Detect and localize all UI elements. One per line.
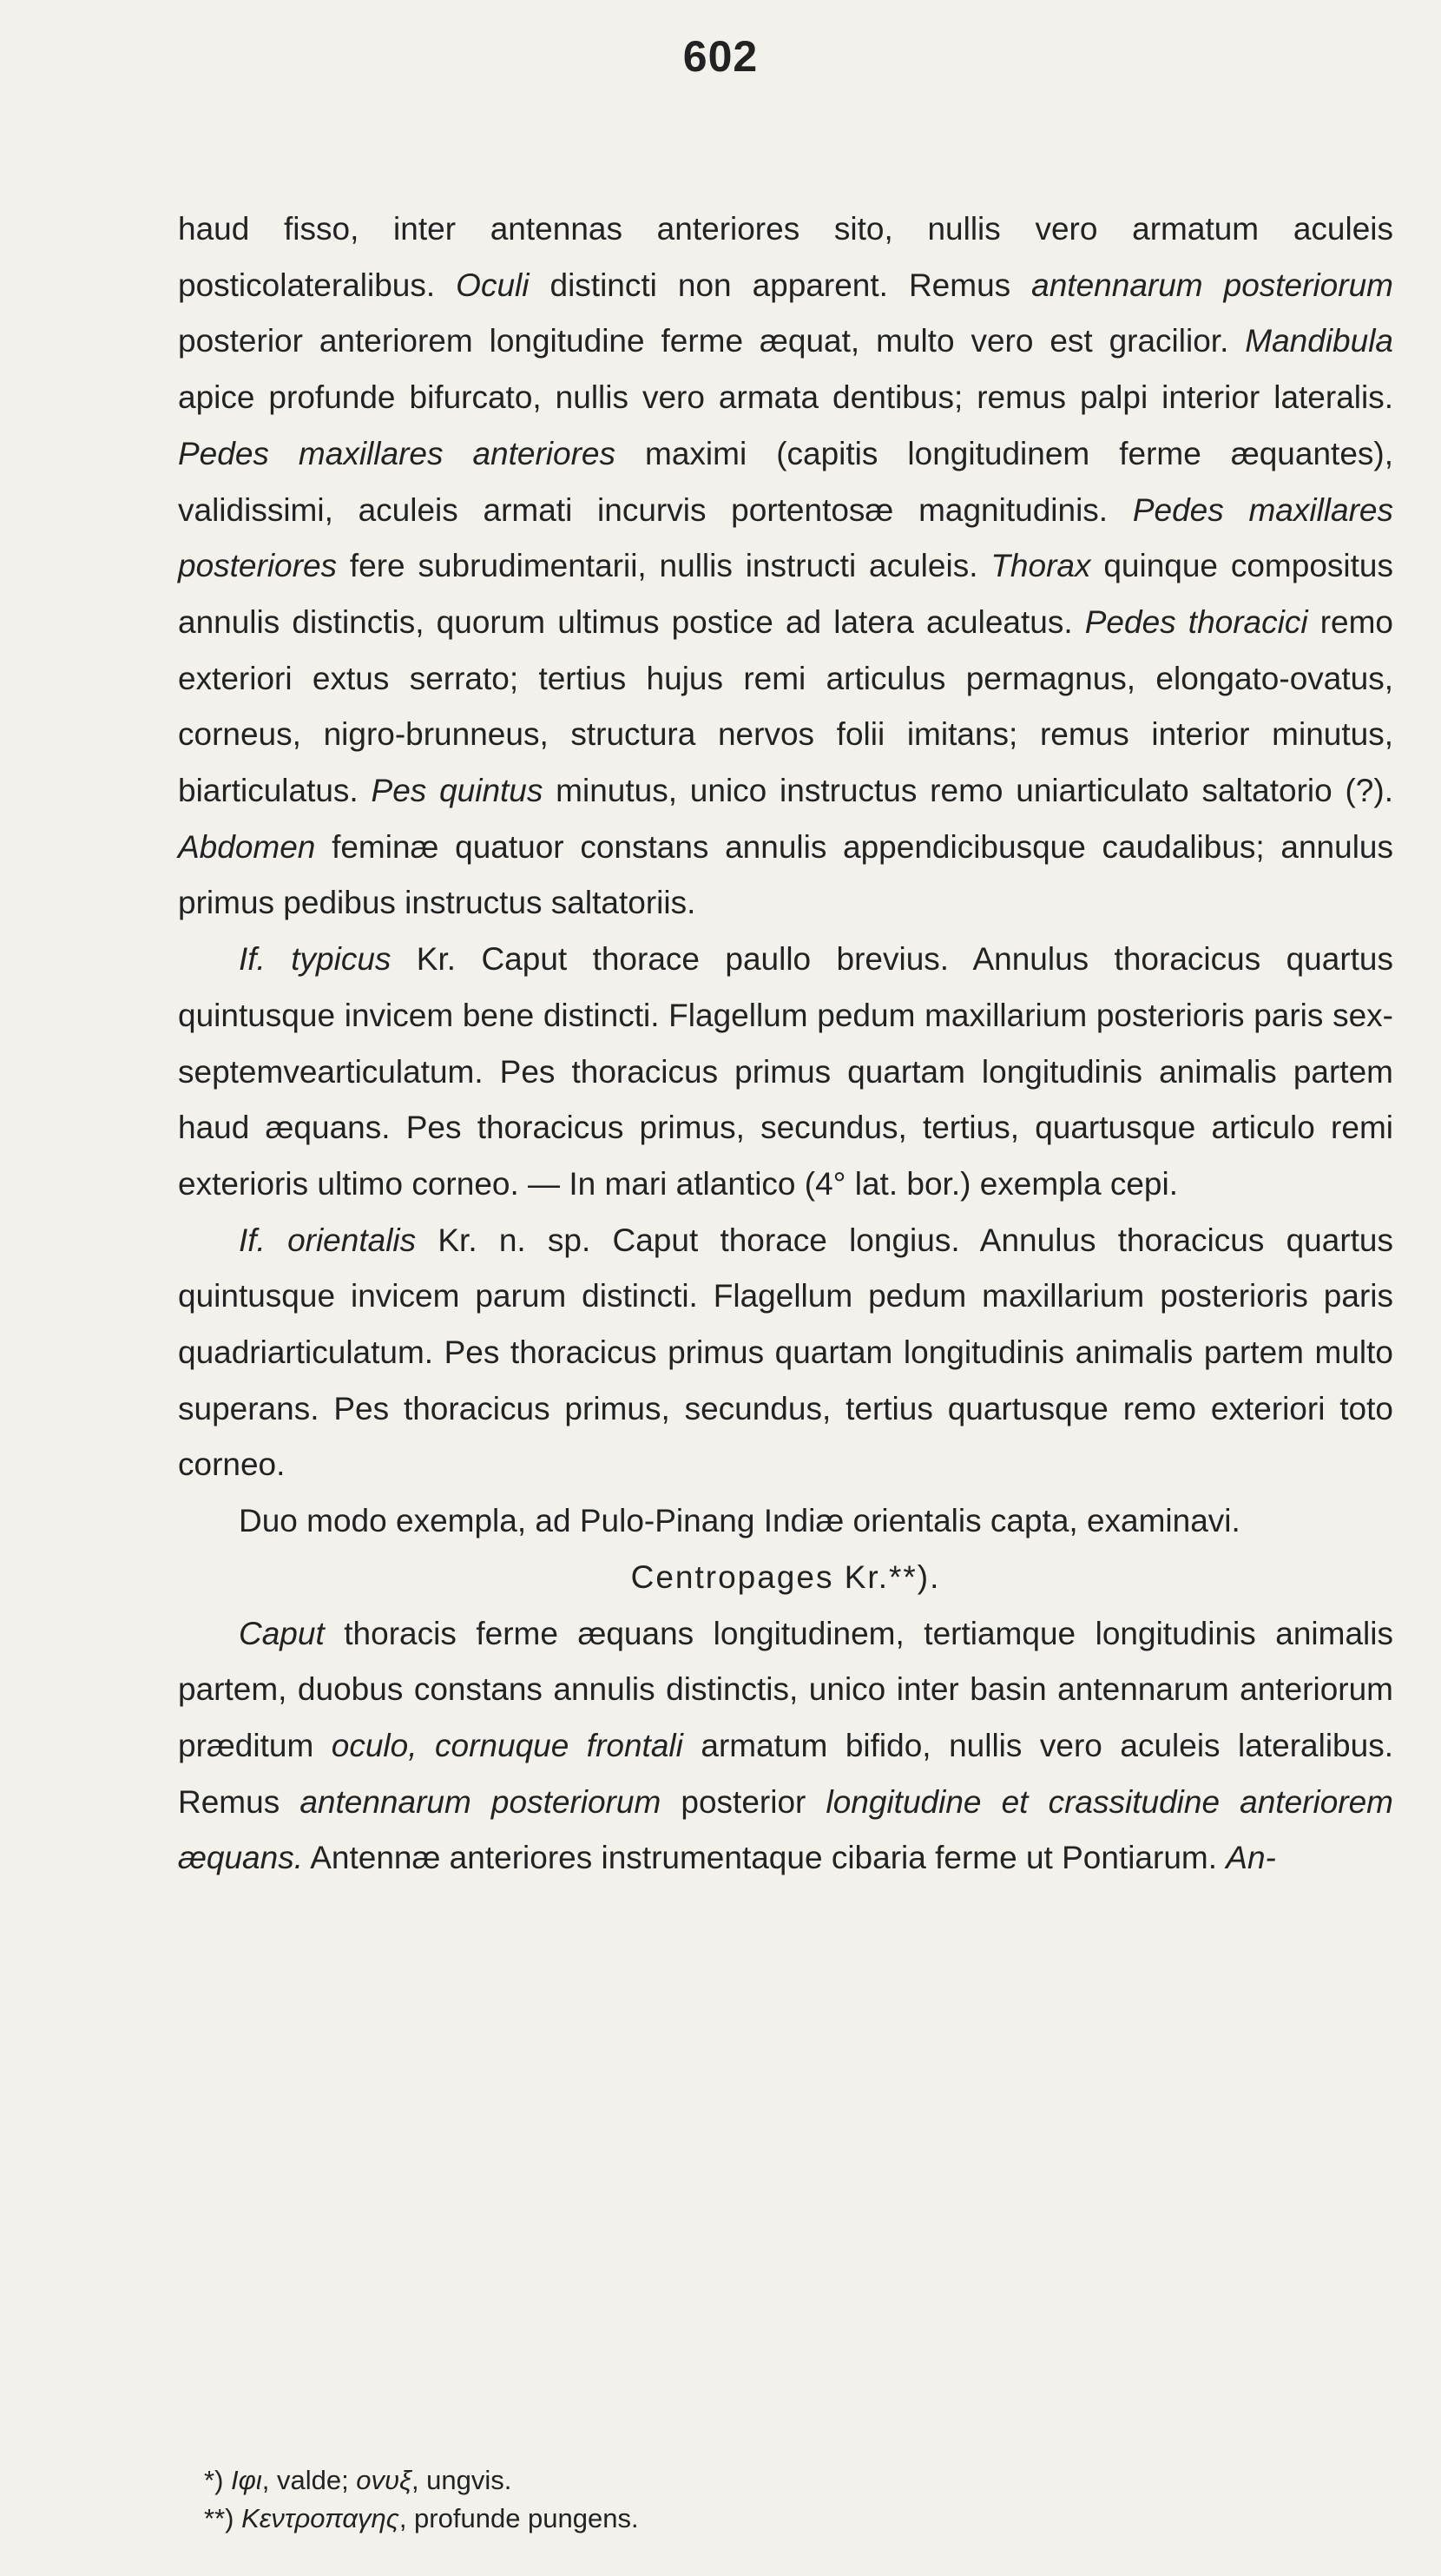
text-run: Duo modo exempla, ad Pulo-Pinang Indiæ orientalis capta, examinavi. bbox=[239, 1503, 1240, 1539]
text-run: , profunde pungens. bbox=[398, 2503, 639, 2533]
text-run: quinque compositus annulis distinctis, quorum ultimus postice ad latera aculeatus. bbox=[178, 548, 1393, 640]
footnote bbox=[178, 2461, 1393, 2500]
paragraph bbox=[178, 201, 1393, 932]
text-run: minutus, unico instructus remo uniarticulato saltatorio (?). bbox=[543, 773, 1393, 809]
italic-text: antennarum posteriorum bbox=[1031, 267, 1393, 303]
page-number: 602 bbox=[682, 32, 759, 81]
italic-text: Pedes maxillares anteriores bbox=[178, 435, 616, 471]
text-run: Kr. n. sp. Caput thorace longius. Annulus thoracicus quartus quintusque invicem parum distincti. Flagellum pedum maxillarium posterioris paris quadriarticulatum. Pes thoracicus primus quartam longitudinis animalis partem multo superans. Pes thoracicus primus, secundus, tertius quartusque remo exteriori toto corneo. bbox=[178, 1222, 1393, 1483]
text-run: *) bbox=[204, 2465, 231, 2495]
italic-text: Caput bbox=[239, 1615, 325, 1651]
text-run: thoracis ferme æquans longitudinem, tertiamque longitudinis animalis partem, duobus constans annulis distinctis, unico inter basin antennarum anteriorum præditum bbox=[178, 1615, 1393, 1763]
text-run: feminæ quatuor constans annulis appendicibusque caudalibus; annulus primus pedibus instructus saltatoriis. bbox=[178, 828, 1393, 921]
italic-text: Oculi bbox=[456, 267, 530, 303]
italic-text: Pedes thoracici bbox=[1084, 603, 1308, 640]
text-run: posterior anteriorem longitudine ferme æquat, multo vero est gracilior. bbox=[178, 323, 1246, 359]
italic-text: Pes quintus bbox=[371, 773, 543, 809]
text-run: Kr. Caput thorace paullo brevius. Annulus thoracicus quartus quintusque invicem bene distincti. Flagellum pedum maxillarium posterioris paris sex-septemvearticulatum. Pes thoracicus primus quartam longitudinis animalis partem haud æquans. Pes thoracicus primus, secundus, tertius, quartusque articulo remi exterioris ultimo corneo. — In mari atlantico (4° lat. bor.) exempla cepi. bbox=[178, 941, 1394, 1202]
text-run: armatum bifido, nullis vero aculeis lateralibus. Remus bbox=[178, 1727, 1393, 1820]
italic-text: antennarum posteriorum bbox=[299, 1783, 661, 1820]
footnote bbox=[178, 2500, 1393, 2538]
italic-text: Pedes maxillares posteriores bbox=[178, 491, 1393, 584]
italic-text: oculo, cornuque frontali bbox=[331, 1727, 683, 1763]
text-run: , ungvis. bbox=[411, 2465, 512, 2495]
italic-text: Mandibula bbox=[1245, 323, 1393, 359]
text-run: remo exteriori extus serrato; tertius hujus remi articulus permagnus, elongato-ovatus, corneus, nigro-brunneus, structura nervos folii imitans; remus interior minutus, biarticulatus. bbox=[178, 603, 1394, 809]
section-heading bbox=[178, 1550, 1393, 1606]
paragraph bbox=[178, 932, 1393, 1213]
text-run: apice profunde bifurcato, nullis vero armata dentibus; remus palpi interior lateralis. bbox=[178, 379, 1393, 416]
text-run: , valde; bbox=[261, 2465, 357, 2495]
italic-text: If. typicus bbox=[239, 941, 392, 978]
text-run: posterior bbox=[661, 1783, 826, 1820]
text-run: fere subrudimentarii, nullis instructi aculeis. bbox=[337, 548, 991, 584]
italic-text: Κεντροπαγης bbox=[241, 2503, 399, 2533]
italic-text: Thorax bbox=[990, 548, 1091, 584]
text-run: **) bbox=[204, 2503, 242, 2533]
paragraph bbox=[178, 1606, 1393, 1888]
text-run: maximi (capitis longitudinem ferme æquantes), validissimi, aculeis armati incurvis portentosæ magnitudinis. bbox=[178, 435, 1393, 528]
paragraph bbox=[178, 1213, 1393, 1494]
text-run: Antennæ anteriores instrumentaque cibaria ferme ut Pontiarum. bbox=[303, 1840, 1227, 1876]
italic-text: Iφι bbox=[231, 2465, 262, 2495]
text-run: haud fisso, inter antennas anteriores sito, nullis vero armatum aculeis posticolateralibus. bbox=[178, 211, 1393, 303]
body-text bbox=[178, 201, 1393, 1887]
text-run: distincti non apparent. Remus bbox=[529, 267, 1032, 303]
text-run: Centropages Kr.**). bbox=[630, 1558, 941, 1595]
footnotes bbox=[178, 2461, 1393, 2538]
paragraph bbox=[178, 1493, 1393, 1550]
italic-text: longitudine et crassitudine anteriorem æquans. bbox=[178, 1783, 1394, 1876]
italic-text: Abdomen bbox=[178, 828, 316, 865]
italic-text: An- bbox=[1226, 1840, 1276, 1876]
italic-text: ovυξ bbox=[356, 2465, 411, 2495]
italic-text: If. orientalis bbox=[239, 1222, 417, 1258]
